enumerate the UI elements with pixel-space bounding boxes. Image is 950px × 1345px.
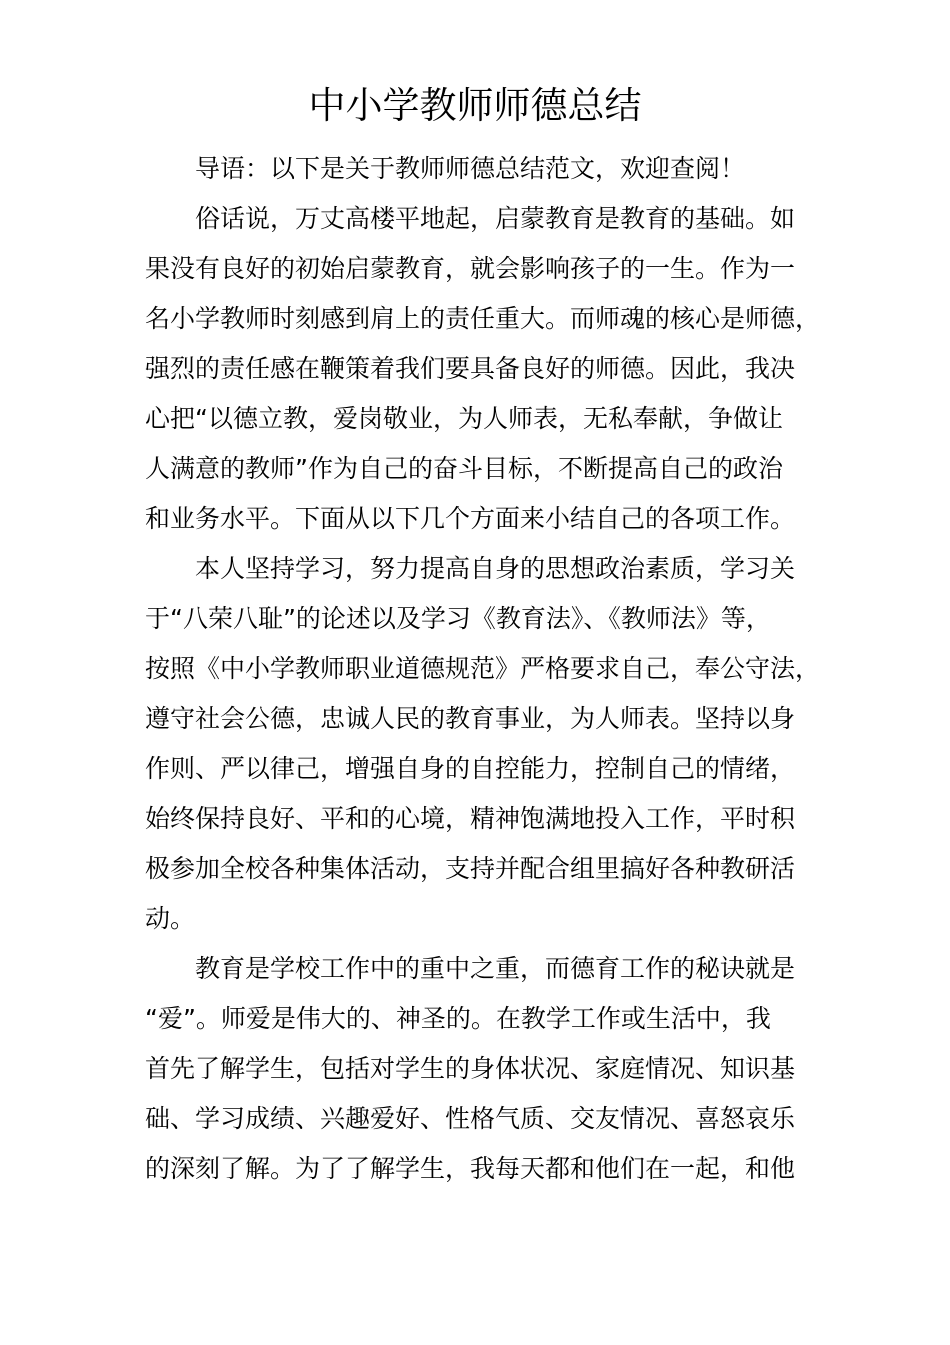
paragraph-2-line-3: 按照《中小学教师职业道德规范》严格要求自己，奉公守法，	[145, 654, 821, 683]
page-title: 中小学教师师德总结	[308, 84, 642, 127]
intro-line: 导语：以下是关于教师师德总结范文，欢迎查阅！	[195, 154, 746, 183]
paragraph-1-line-6: 人满意的教师”作为自己的奋斗目标，不断提高自己的政治	[145, 454, 783, 483]
paragraph-2-line-6: 始终保持良好、平和的心境，精神饱满地投入工作，平时积	[145, 804, 796, 833]
paragraph-3-line-3: 首先了解学生，包括对学生的身体状况、家庭情况、知识基	[145, 1054, 796, 1083]
paragraph-1-line-2: 果没有良好的初始启蒙教育，就会影响孩子的一生。作为一	[145, 254, 796, 283]
paragraph-1-line-7: 和业务水平。下面从以下几个方面来小结自己的各项工作。	[145, 504, 796, 533]
paragraph-1-line-5: 心把“以德立教，爱岗敬业，为人师表，无私奉献，争做让	[145, 404, 783, 433]
paragraph-2-line-5: 作则、严以律己，增强自身的自控能力，控制自己的情绪，	[145, 754, 796, 783]
paragraph-2-line-2: 于“八荣八耻”的论述以及学习《教育法》、《教师法》等，	[145, 604, 771, 633]
paragraph-3-line-1: 教育是学校工作中的重中之重，而德育工作的秘诀就是	[195, 954, 796, 983]
paragraph-3-line-4: 础、学习成绩、兴趣爱好、性格气质、交友情况、喜怒哀乐	[145, 1104, 796, 1133]
document-body	[145, 144, 825, 1194]
paragraph-2-line-7: 极参加全校各种集体活动，支持并配合组里搞好各种教研活	[145, 854, 796, 883]
paragraph-2-line-1: 本人坚持学习，努力提高自身的思想政治素质，学习关	[195, 554, 796, 583]
paragraph-2-line-4: 遵守社会公德，忠诚人民的教育事业，为人师表。坚持以身	[145, 704, 796, 733]
paragraph-1-line-3: 名小学教师时刻感到肩上的责任重大。而师魂的核心是师德，	[145, 304, 821, 333]
paragraph-1-line-4: 强烈的责任感在鞭策着我们要具备良好的师德。因此，我决	[145, 354, 796, 383]
paragraph-1-line-1: 俗话说，万丈高楼平地起，启蒙教育是教育的基础。如	[195, 204, 796, 233]
paragraph-3-line-5: 的深刻了解。为了了解学生，我每天都和他们在一起，和他	[145, 1154, 796, 1183]
paragraph-3-line-2: “爱”。师爱是伟大的、神圣的。在教学工作或生活中，我	[145, 1004, 771, 1033]
paragraph-2-line-8: 动。	[145, 904, 196, 933]
